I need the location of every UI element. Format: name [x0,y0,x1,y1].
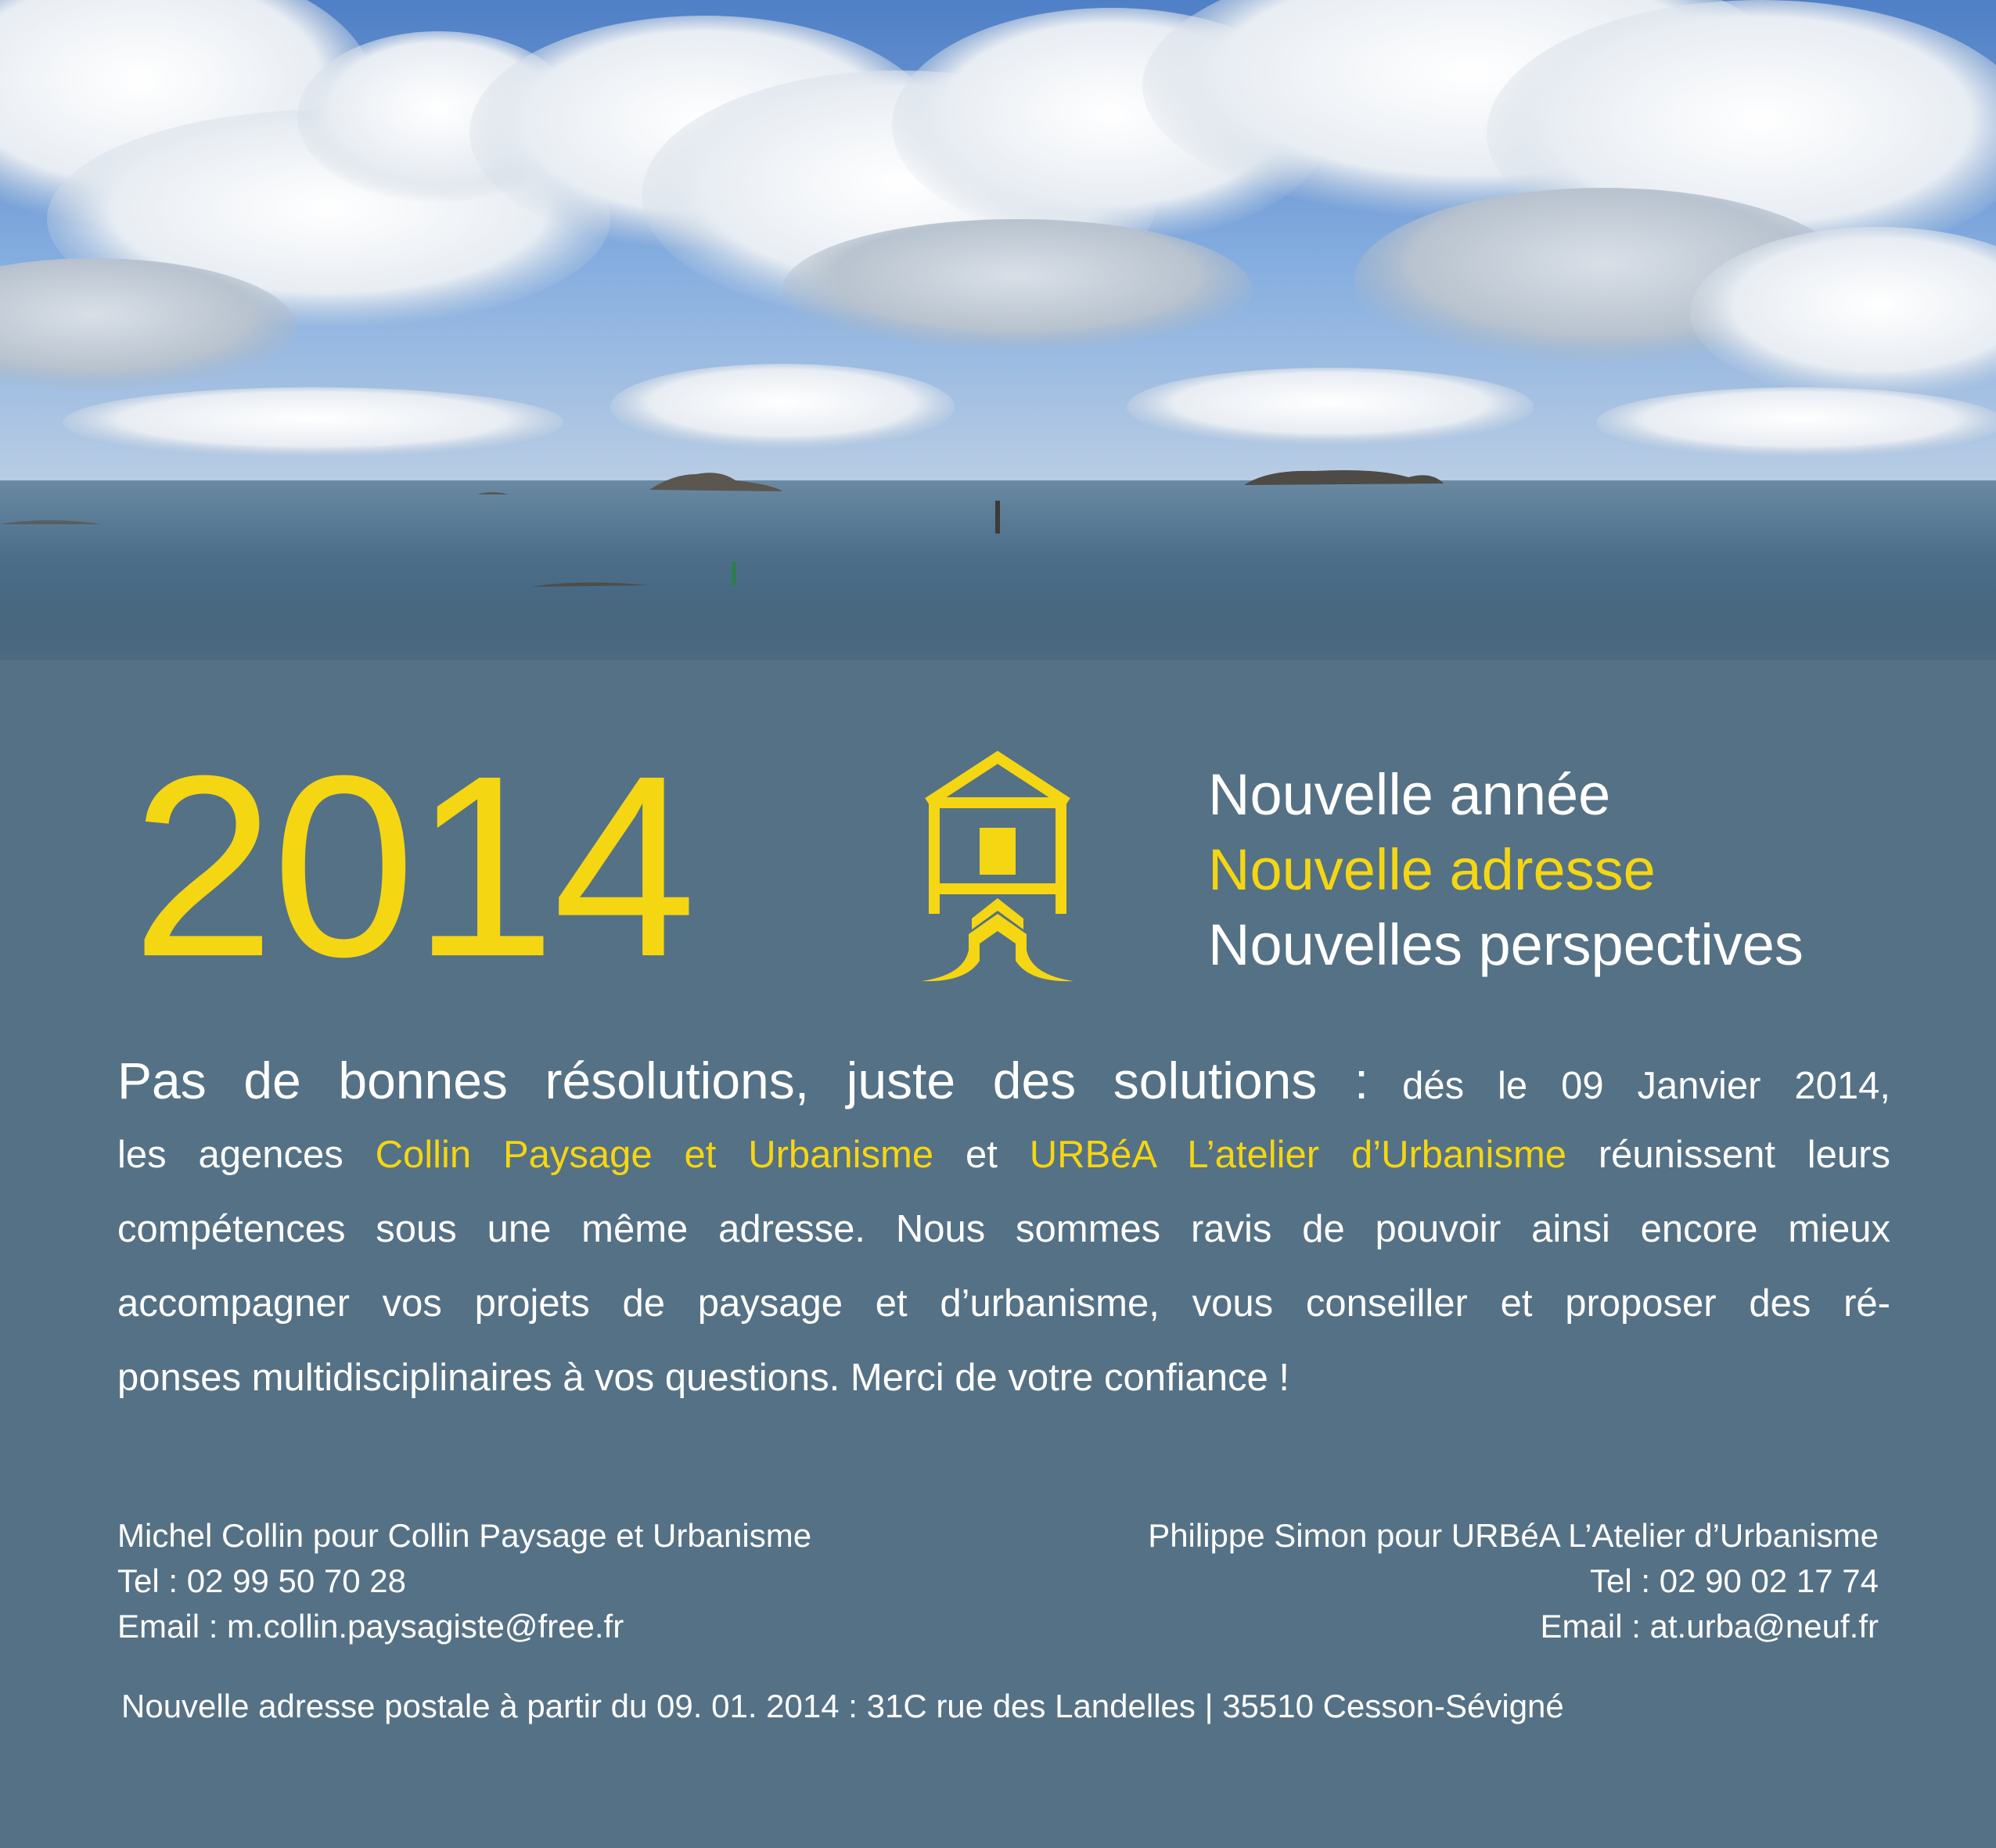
contact-email: Email : at.urba@neuf.fr [1540,1608,1879,1645]
contact-collin [117,1513,811,1649]
announcement-paragraph [117,1044,1890,1415]
seascape-photo [0,0,1996,660]
lead-sentence: Pas de bonnes résolutions, juste des solutions : [117,1052,1369,1109]
contact-simon [1148,1513,1879,1649]
tagline-line-new-perspectives: Nouvelles perspectives [1208,912,1804,977]
paragraph-line-4: accompagner vos projets de paysage et d’urbanisme, vous conseiller et proposer des ré- [117,1282,1890,1325]
tagline [1208,757,1804,983]
house-logo-icon [917,750,1078,984]
agency-urbea: URBéA L’atelier d’Urbanisme [1029,1134,1567,1176]
paragraph-line-2 [117,1118,1890,1192]
contact-name: Michel Collin pour Collin Paysage et Urbanisme [117,1517,812,1554]
tagline-line-new-address: Nouvelle adresse [1208,837,1656,902]
paragraph-line-1 [117,1044,1890,1118]
postal-address: Nouvelle adresse postale à partir du 09. 01. 2014 : 31C rue des Landelles | 35510 Cesson-Sévigné [121,1688,1564,1724]
date-text: dés le 09 Janvier 2014, [1402,1065,1890,1107]
tagline-line-new-year: Nouvelle année [1208,762,1611,827]
agencies-verb: réunissent leurs [1598,1134,1890,1176]
contact-phone: Tel : 02 99 50 70 28 [117,1562,406,1599]
contact-name: Philippe Simon pour URBéA L’Atelier d’Urbanisme [1148,1517,1879,1554]
contact-email: Email : m.collin.paysagiste@free.fr [117,1608,624,1645]
agencies-intro: les agences [117,1134,343,1176]
contact-phone: Tel : 02 90 02 17 74 [1590,1562,1879,1599]
paragraph-line-5: ponses multidisciplinaires à vos questions. Merci de votre confiance ! [117,1357,1289,1399]
conjunction-text: et [965,1134,998,1176]
agency-collin: Collin Paysage et Urbanisme [375,1134,934,1176]
paragraph-line-3: compétences sous une même adresse. Nous sommes ravis de pouvoir ainsi encore mieux [117,1208,1890,1250]
year-heading: 2014 [131,721,694,1010]
